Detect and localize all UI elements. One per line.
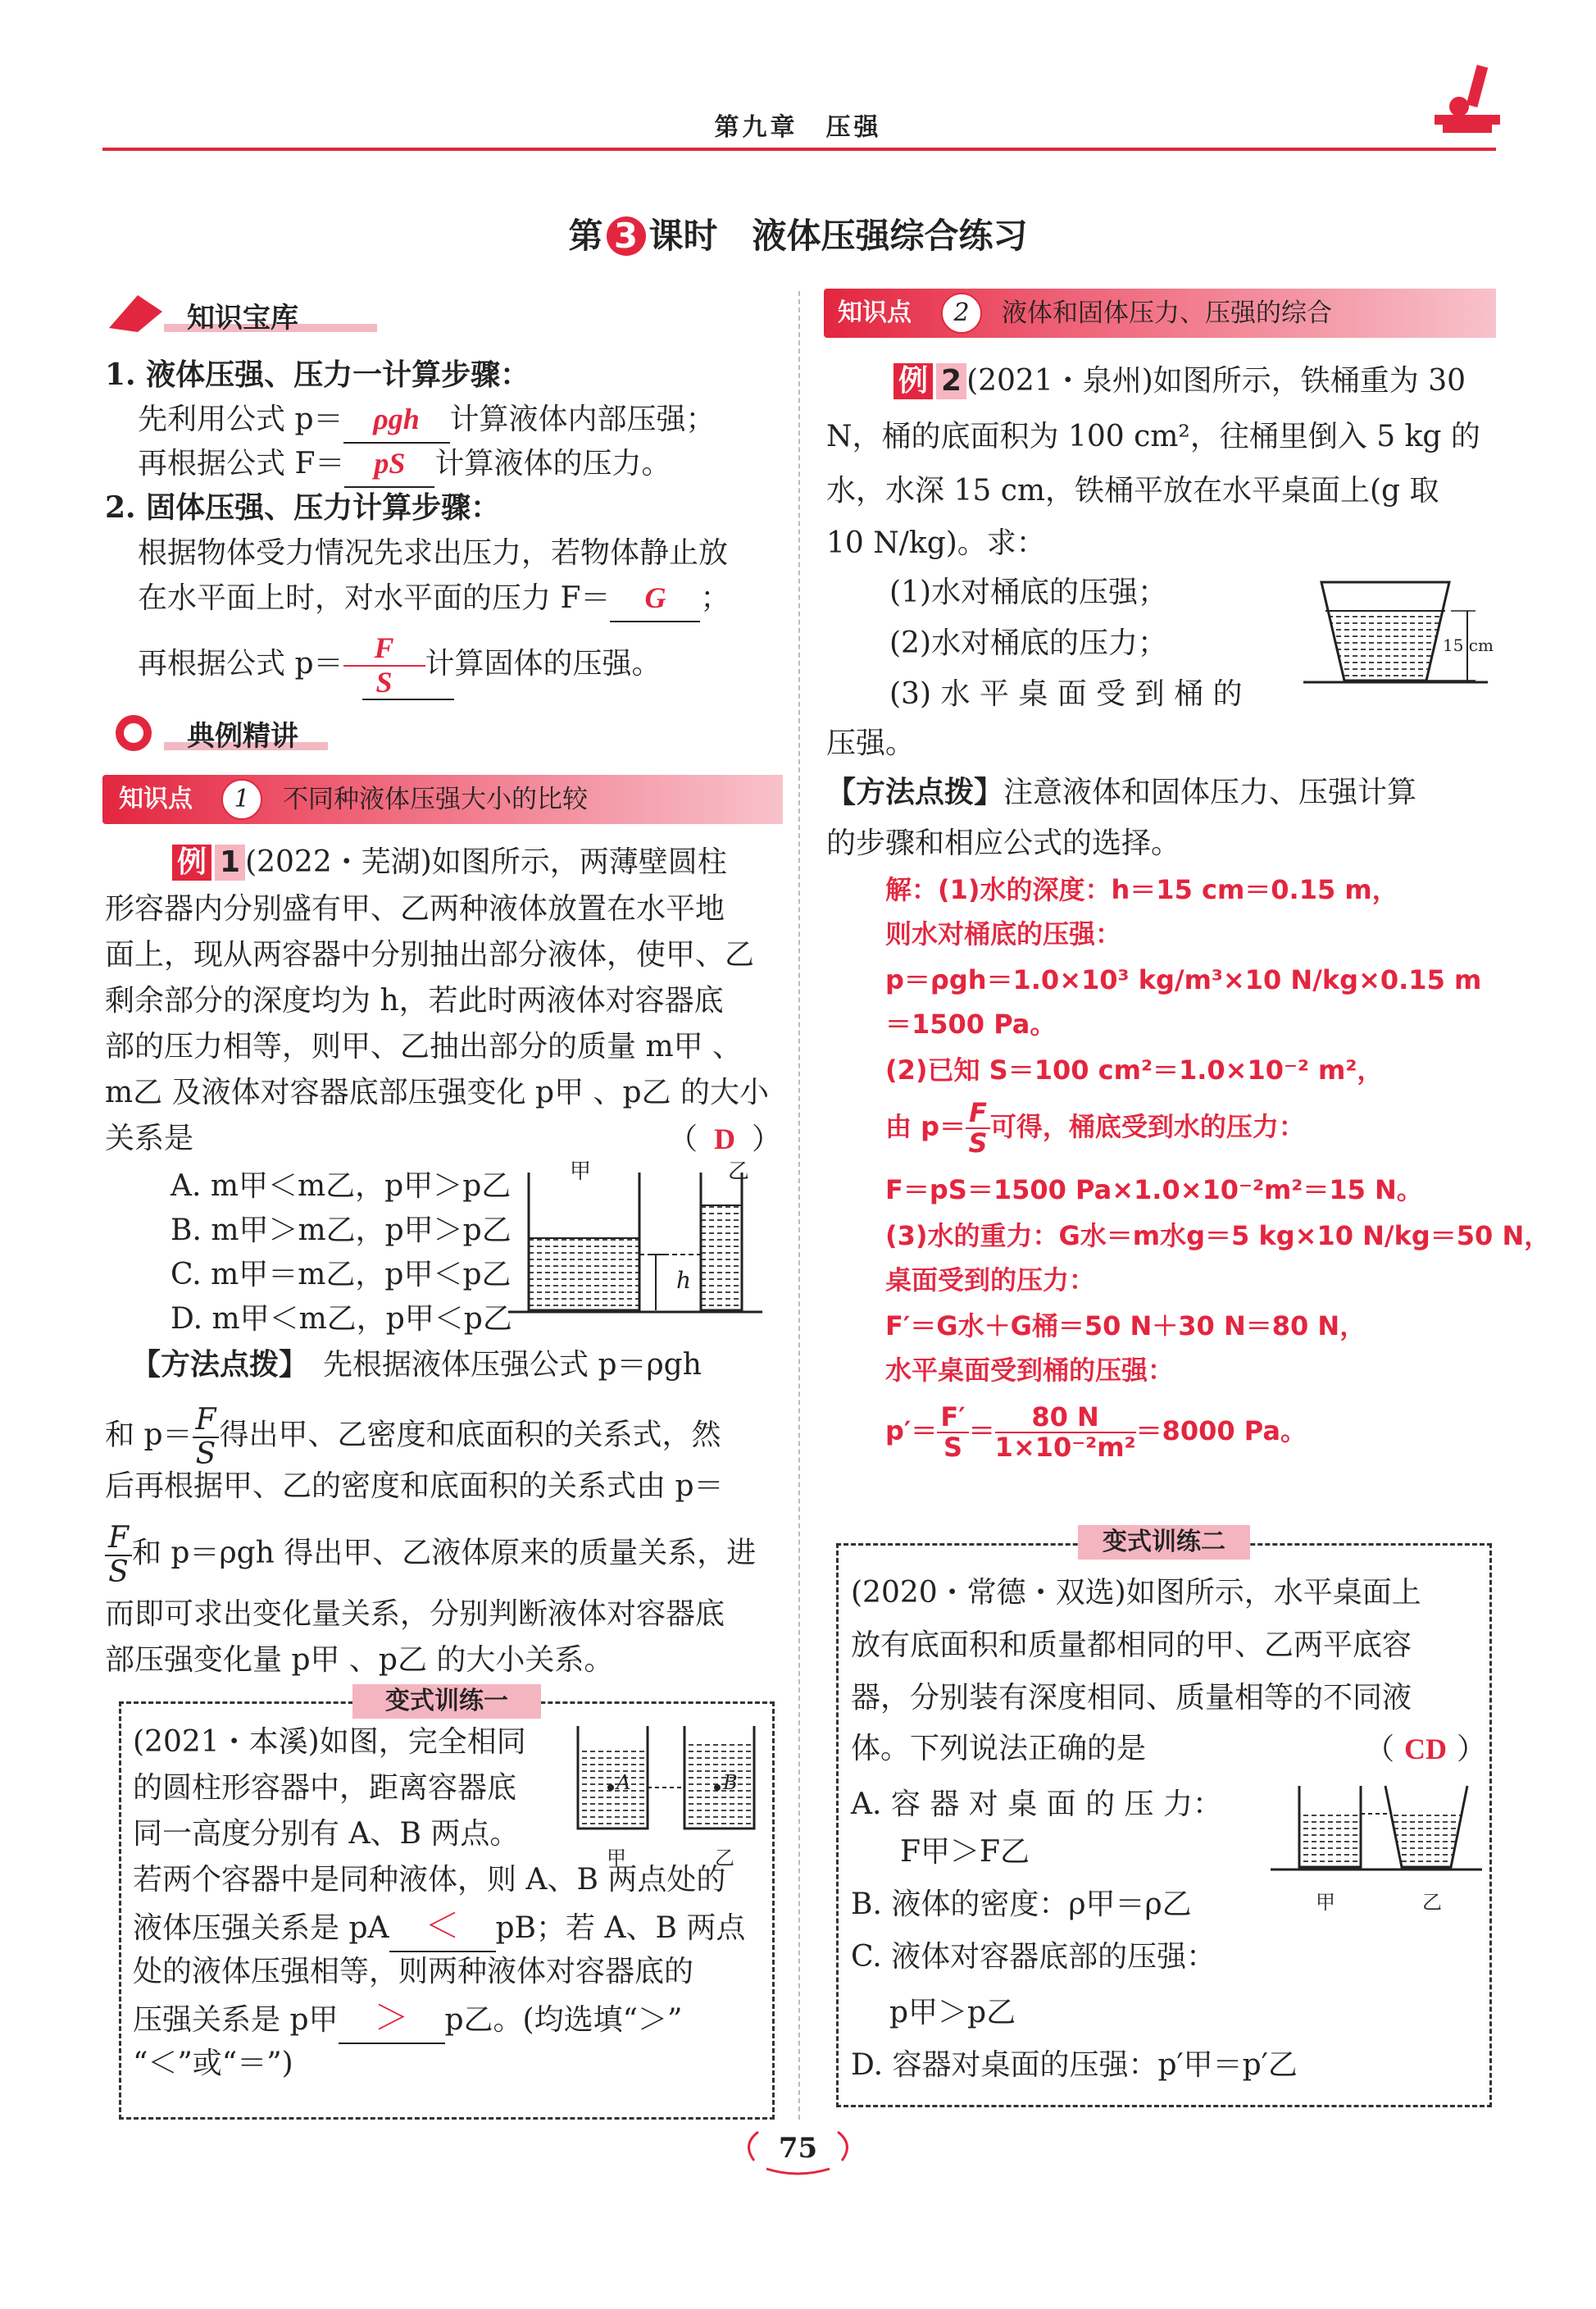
figure-two-vessels	[1271, 1779, 1484, 1886]
method2-line-1: 【方法点拨】注意液体和固体压力、压强计算	[826, 776, 1417, 809]
kp1-text: 不同种液体压强大小的比较	[283, 785, 588, 814]
method1-line-2: 和 p＝ $\frac{F}{S}$ 得出甲、乙密度和底面积的关系式，然	[105, 1403, 721, 1471]
fig3-label-yi: 乙	[715, 1847, 734, 1870]
fig4-label-yi: 乙	[1422, 1891, 1442, 1914]
t2-option-d: D. 容器对桌面的压强：p′甲＝p′乙	[851, 2048, 1298, 2082]
ex1-answer: （ D ）	[668, 1123, 782, 1156]
ex2-question-3b: 压强。	[826, 726, 916, 760]
ex1-option-b: B. m甲＞m乙，p甲＞p乙	[171, 1214, 512, 1247]
solution-line-2: 则水对桶底的压强：	[885, 918, 1122, 950]
method1-line-3: 后再根据甲、乙的密度和底面积的关系式由 p＝	[105, 1469, 724, 1503]
ex2-line-0: 例 2 (2021・泉州)如图所示，铁桶重为 30	[893, 359, 1466, 403]
ex1-line-3: 剩余部分的深度均为 h，若此时两液体对容器底	[105, 984, 724, 1018]
k1-answer-a: ρgh	[373, 403, 420, 435]
hammer-icon	[105, 287, 171, 336]
ex1-option-c: C. m甲＝m乙，p甲＜p乙	[171, 1258, 512, 1291]
training-1-tag: 变式训练一	[352, 1684, 541, 1719]
ex1-line-1: 形容器内分别盛有甲、乙两种液体放置在水平地	[105, 892, 725, 926]
k1-title: 1. 液体压强、压力一计算步骤：	[105, 358, 530, 392]
section-title-knowledge: 知识宝库	[187, 302, 298, 335]
solution-line-6: 由 p＝ $\frac{F}{S}$ 可得，桶底受到水的压力：	[885, 1096, 1305, 1159]
k2-answer-b: G	[644, 581, 666, 614]
t2-line-2: 放有底面积和质量都相同的甲、乙两平底容	[851, 1628, 1412, 1662]
t2-option-a2: F甲＞F乙	[900, 1835, 1030, 1869]
method1-line-4: $\frac{F}{S}$ 和 p＝ρgh 得出甲、乙液体原来的质量关系，进	[105, 1522, 756, 1588]
t2-option-c: C. 液体对容器底部的压强：	[851, 1940, 1216, 1974]
fig4-label-jia: 甲	[1316, 1891, 1335, 1914]
ex1-line-0: 例 1 (2022・芜湖)如图所示，两薄壁圆柱	[172, 840, 727, 885]
method1-line-6: 部压强变化量 p甲 、p乙 的大小关系。	[105, 1643, 614, 1677]
method1-line-5: 而即可求出变化量关系，分别判断液体对容器底	[105, 1597, 725, 1631]
ex1-option-d: D. m甲＜m乙，p甲＜p乙	[171, 1302, 512, 1336]
t2-option-c2: p甲＞p乙	[889, 1996, 1016, 2029]
solution-line-7: F＝pS＝1500 Pa×1.0×10⁻²m²＝15 N。	[885, 1174, 1423, 1205]
t1-line-5: 液体压强关系是 pA ＜ pB；若 A、B 两点	[133, 1904, 745, 1952]
ex2-line-3: 10 N/kg)。求：	[826, 526, 1046, 560]
ex1-line-2: 面上，现从两容器中分别抽出部分液体，使甲、乙	[105, 938, 755, 972]
t1-line-8: “＜”或“＝”)	[133, 2047, 293, 2080]
t1-line-2: 的圆柱形容器中，距离容器底	[133, 1771, 517, 1805]
ex2-question-3: (3) 水 平 桌 面 受 到 桶 的	[889, 677, 1243, 711]
solution-line-12: p′＝ $\frac{F'}{S}$ ＝ $\frac{80 N}{\text{1×10⁻²m²}}$ ＝8000 Pa。	[885, 1400, 1307, 1463]
ex2-question-2: (2)水对桶底的压力；	[889, 626, 1167, 660]
k2-line-c: 再根据公式 p＝ $\frac{F}{S}$ 计算固体的压强。	[138, 631, 662, 699]
solution-line-1: 解：(1)水的深度：h＝15 cm＝0.15 m，	[885, 874, 1398, 905]
t2-line-1: (2020・常德・双选)如图所示，水平桌面上	[851, 1576, 1421, 1610]
lesson-title: 第 3 课时 液体压强综合练习	[568, 216, 1028, 256]
t2-option-a: A. 容 器 对 桌 面 的 压 力：	[851, 1788, 1222, 1821]
solution-line-10: F′＝G水＋G桶＝50 N＋30 N＝80 N，	[885, 1310, 1366, 1341]
clock-icon	[105, 707, 171, 756]
t1-line-4: 若两个容器中是同种液体，则 A、B 两点处的	[133, 1863, 726, 1897]
t1-answer-2: ＞	[374, 1997, 409, 2038]
kp1-label: 知识点	[119, 785, 193, 813]
t1-line-3: 同一高度分别有 A、B 两点。	[133, 1817, 520, 1851]
ex2-line-2: 水，水深 15 cm，铁桶平放在水平桌面上(g 取	[826, 474, 1439, 508]
kp2-number: 2	[941, 293, 982, 334]
column-divider	[798, 291, 800, 2120]
t1-line-6: 处的液体压强相等，则两种液体对容器底的	[133, 1955, 694, 1988]
k2-line-a: 根据物体受力情况先求出压力，若物体静止放	[138, 536, 729, 570]
lesson-number: 3	[607, 216, 646, 256]
solution-line-11: 水平桌面受到桶的压强：	[885, 1355, 1175, 1386]
figure-two-cylinders	[504, 1164, 766, 1324]
solution-line-8: (3)水的重力：G水＝m水g＝5 kg×10 N/kg＝50 N，	[885, 1220, 1551, 1251]
ex1-option-a: A. m甲＜m乙，p甲＞p乙	[171, 1169, 512, 1203]
fig3-label-a: A	[616, 1771, 631, 1794]
solution-line-4: ＝1500 Pa。	[885, 1009, 1057, 1040]
t2-line-3: 器，分别装有深度相同、质量相等的不同液	[851, 1681, 1412, 1715]
t1-answer-1: ＜	[425, 1906, 460, 1946]
k2-title: 2. 固体压强、压力计算步骤：	[105, 490, 501, 525]
microscope-icon	[1426, 57, 1508, 148]
solution-line-3: p＝ρgh＝1.0×10³ kg/m³×10 N/kg×0.15 m	[885, 964, 1482, 995]
t2-answer: （ CD ）	[1365, 1733, 1487, 1766]
fig1-label-h: h	[676, 1267, 692, 1294]
method2-line-2: 的步骤和相应公式的选择。	[826, 827, 1181, 860]
solution-line-5: (2)已知 S＝100 cm²＝1.0×10⁻² m²，	[885, 1054, 1384, 1086]
k2-line-b: 在水平面上时，对水平面的压力 F＝ G ；	[138, 576, 730, 622]
fig2-depth-label: 15 cm	[1443, 635, 1494, 655]
fig3-label-jia: 甲	[607, 1847, 626, 1870]
ex1-line-5: m乙 及液体对容器底部压强变化 p甲 、p乙 的大小	[105, 1076, 770, 1109]
training-2-tag: 变式训练二	[1078, 1525, 1250, 1560]
t2-line-4: 体。下列说法正确的是	[851, 1732, 1147, 1765]
fig3-label-b: B	[723, 1771, 738, 1794]
ex2-question-1: (1)水对桶底的压强；	[889, 576, 1167, 609]
t1-line-1: (2021・本溪)如图，完全相同	[133, 1725, 526, 1759]
ex1-line-6: 关系是	[105, 1122, 194, 1155]
section-title-examples: 典例精讲	[187, 720, 298, 753]
kp1-number: 1	[221, 779, 262, 820]
kp2-label: 知识点	[838, 298, 912, 327]
ex2-line-1: N，桶的底面积为 100 cm²，往桶里倒入 5 kg 的	[826, 420, 1480, 453]
fig1-label-yi: 乙	[728, 1159, 750, 1184]
header-rule	[102, 148, 1496, 151]
k1-line-b: 再根据公式 F＝ pS 计算液体的压力。	[138, 441, 671, 488]
fig1-label-jia: 甲	[570, 1159, 592, 1184]
ex1-line-4: 部的压力相等，则甲、乙抽出部分的质量 m甲 、	[105, 1030, 743, 1063]
method1-line-1: 【方法点拨】 先根据液体压强公式 p＝ρgh	[131, 1348, 702, 1382]
chapter-header: 第九章 压强	[714, 113, 882, 142]
solution-line-9: 桌面受到的压力：	[885, 1264, 1096, 1296]
k1-line-a: 先利用公式 p＝ ρgh 计算液体内部压强；	[138, 397, 716, 444]
t1-line-7: 压强关系是 p甲 ＞ p乙。(均选填“＞”	[133, 1996, 682, 2044]
k2-blank-line	[362, 699, 454, 700]
page-number: 75	[778, 2132, 818, 2165]
k1-answer-b: pS	[374, 447, 406, 480]
kp2-text: 液体和固体压力、压强的综合	[1002, 298, 1332, 328]
t2-option-b: B. 液体的密度：ρ甲＝ρ乙	[851, 1888, 1192, 1921]
